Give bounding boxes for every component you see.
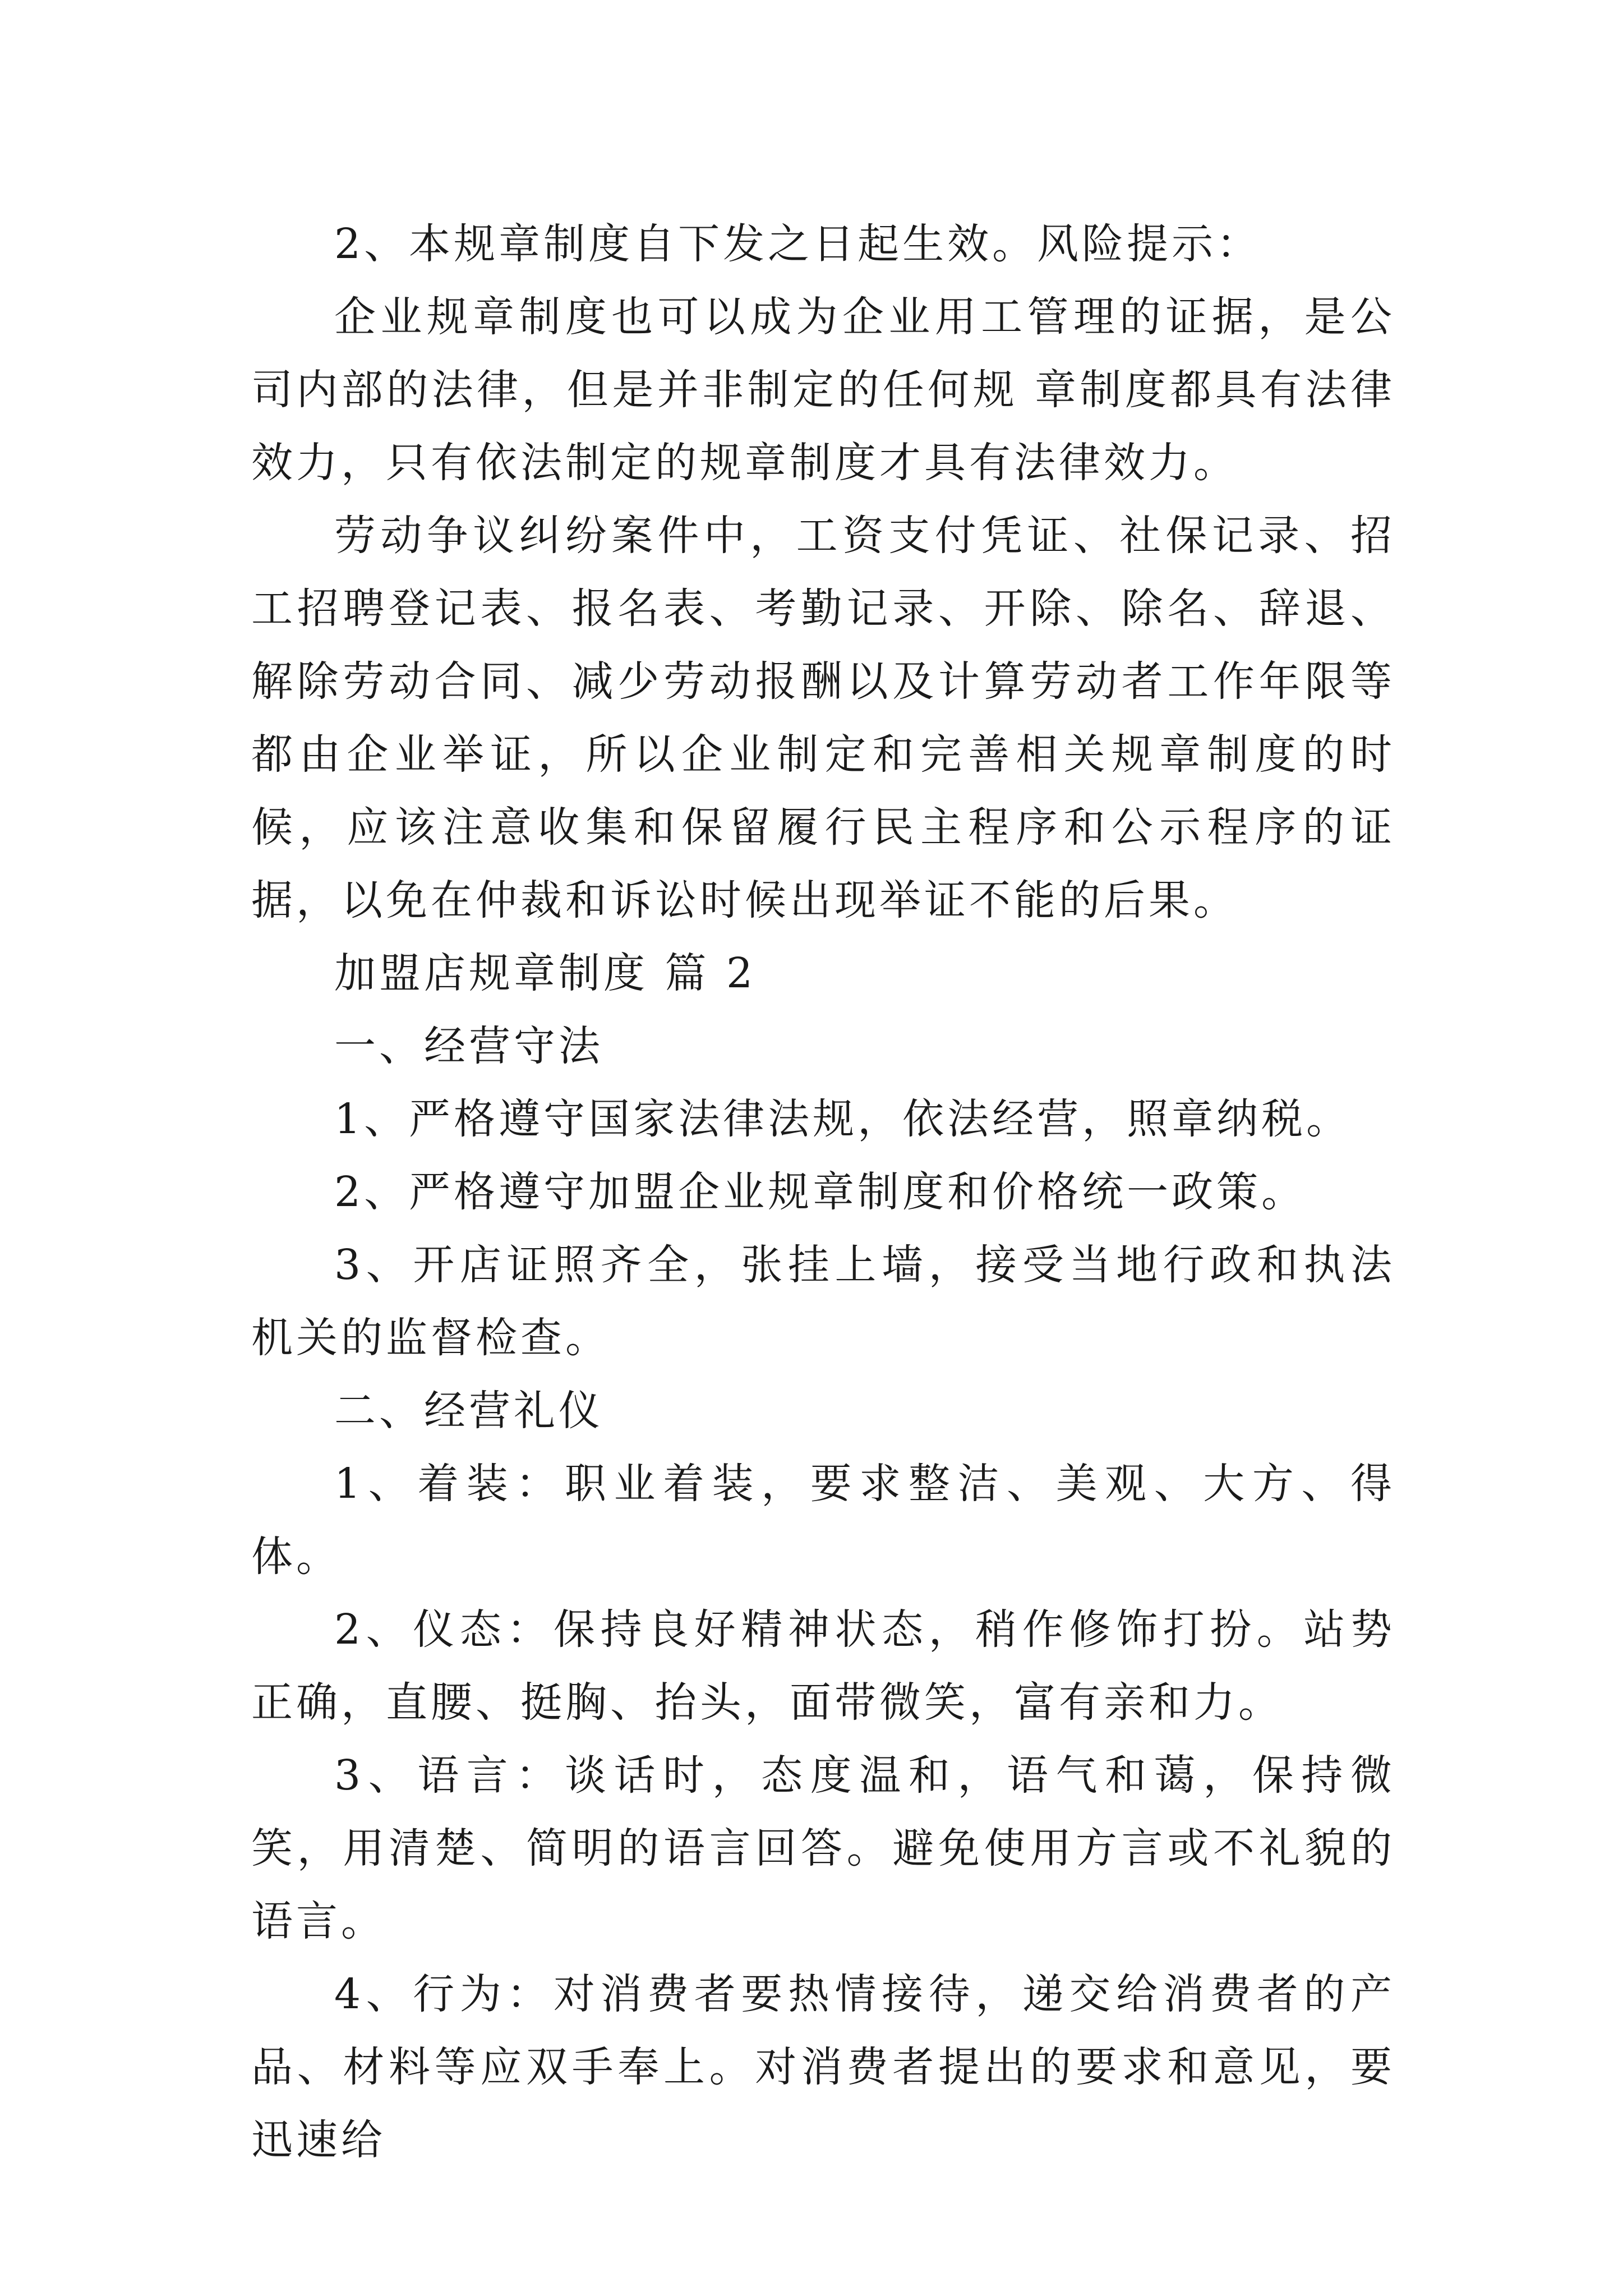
item-language: 3、语言：谈话时，态度温和，语气和蔼，保持微笑，用清楚、简明的语言回答。避免使用方言或不礼貌的语言。 <box>251 1751 1395 1945</box>
paragraph-effective-date: 2、本规章制度自下发之日起生效。风险提示： <box>334 220 1262 268</box>
item-obey-laws: 1、严格遵守国家法律法规，依法经营，照章纳税。 <box>334 1095 1352 1143</box>
item-posture: 2、仪态：保持良好精神状态，稍作修饰打扮。站势正确，直腰、挺胸、抬头，面带微笑，富有亲和力。 <box>251 1605 1395 1727</box>
paragraph-labor-dispute: 劳动争议纠纷案件中，工资支付凭证、社保记录、招工招聘登记表、报名表、考勤记录、开除、除名、辞退、解除劳动合同、减少劳动报酬以及计算劳动者工作年限等都由企业举证，所以企业制定和完善相关规章制度的时候，应该注意收集和保留履行民主程序和公示程序的证据，以免在仲裁和诉讼时候出现举证不能的后果。 <box>251 512 1395 924</box>
item-licenses: 3、开店证照齐全，张挂上墙，接受当地行政和执法机关的监督检查。 <box>251 1241 1395 1362</box>
heading-legal-operation: 一、经营守法 <box>334 1022 603 1070</box>
item-behavior: 4、行为：对消费者要热情接待，递交给消费者的产品、材料等应双手奉上。对消费者提出的要求和意见，要迅速给 <box>251 1970 1395 2164</box>
document-body <box>251 208 1395 2177</box>
heading-business-etiquette: 二、经营礼仪 <box>334 1387 603 1435</box>
item-dress: 1、着装：职业着装，要求整洁、美观、大方、得体。 <box>251 1460 1395 1581</box>
item-obey-franchise-rules: 2、严格遵守加盟企业规章制度和价格统一政策。 <box>334 1168 1307 1216</box>
section-title: 加盟店规章制度 篇 2 <box>334 949 757 997</box>
paragraph-rules-as-evidence: 企业规章制度也可以成为企业用工管理的证据，是公司内部的法律，但是并非制定的任何规 章制度都具有法律效力，只有依法制定的规章制度才具有法律效力。 <box>251 293 1395 487</box>
